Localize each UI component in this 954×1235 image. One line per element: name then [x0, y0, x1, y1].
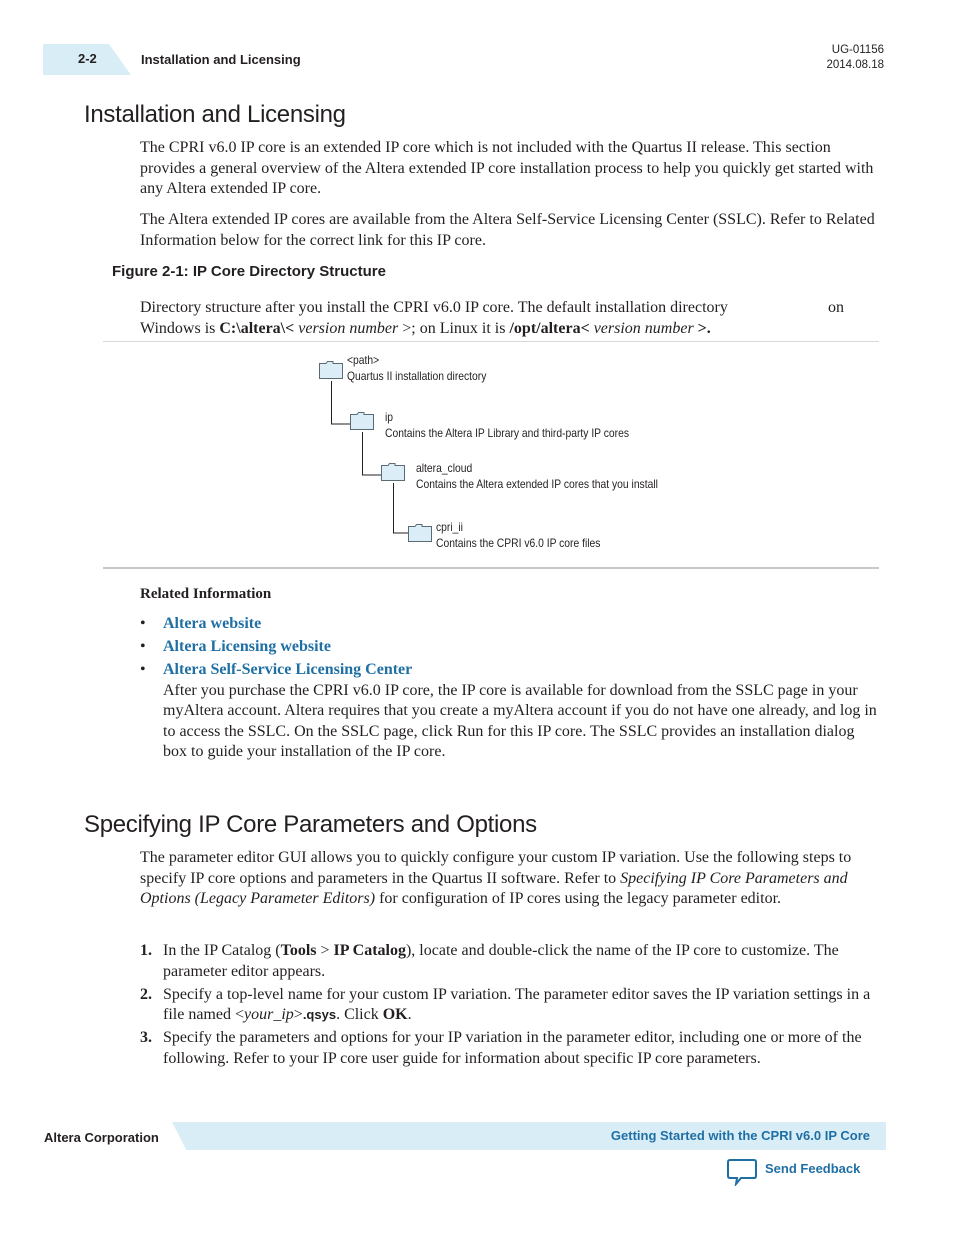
step-number: 1.: [140, 942, 152, 959]
folder-icon: [319, 361, 343, 379]
footer-doc-title-link[interactable]: Getting Started with the CPRI v6.0 IP Core: [610, 1128, 870, 1143]
step-text: Specify a top-level name for your custom IP variation. The parameter editor saves the IP variation settings in a file named <: [163, 985, 871, 1023]
fig-desc-text: >; on Linux it is: [402, 319, 510, 337]
dir-desc: Contains the Altera IP Library and third-party IP cores: [385, 426, 629, 440]
directory-tree-lines: [0, 0, 954, 600]
step-text: .: [407, 1006, 412, 1023]
paragraph: The Altera extended IP cores are available from the Altera Self-Service Licensing Center (SSLC). Refer to Related Information below for the correct link for this IP core.: [140, 211, 875, 249]
step-text: ), locate and double-click the name of the IP core to customize. The parameter editor appears.: [163, 942, 839, 980]
list-item: [140, 660, 880, 763]
paragraph: [140, 848, 875, 910]
linux-path: /opt/altera<: [509, 319, 590, 337]
dir-name: cpri_ii: [436, 520, 463, 534]
figure-caption: Figure 2-1: IP Core Directory Structure: [112, 263, 386, 280]
send-feedback-link[interactable]: Send Feedback: [765, 1161, 861, 1176]
dir-label-cpri-ii: [436, 519, 600, 551]
step-number: 3.: [140, 1029, 152, 1046]
section-heading-parameters: Specifying IP Core Parameters and Options: [84, 811, 537, 838]
doc-id: UG-01156: [831, 44, 884, 56]
dir-name: <path>: [347, 353, 380, 367]
folder-icon: [408, 524, 432, 542]
file-extension: .qsys: [302, 1007, 337, 1022]
dir-desc: Contains the Altera extended IP cores that you install: [416, 477, 658, 491]
step-text: . Click: [336, 1006, 383, 1023]
version-placeholder: version number: [294, 319, 403, 337]
fig-desc-text: >.: [697, 319, 711, 337]
related-info-heading: Related Information: [140, 586, 272, 602]
ui-term-ip-catalog: IP Catalog: [333, 942, 406, 959]
dir-name: altera_cloud: [416, 461, 473, 475]
folder-icon: [381, 463, 405, 481]
intro-text: The parameter editor GUI allows you to quickly configure your custom IP variation. Use the following steps to specify IP core options and parameters in the Quartus II software. Refer to: [140, 849, 852, 887]
fig-desc-text: Windows is: [140, 319, 220, 337]
fig-desc-text: Directory structure after you install the CPRI v6.0 IP core. The default installation directory: [140, 299, 728, 316]
doc-date: 2014.08.18: [826, 59, 884, 71]
windows-path: C:\altera\<: [219, 319, 295, 337]
dir-label-altera-cloud: [416, 460, 658, 492]
dir-name: ip: [385, 410, 394, 424]
list-item: [140, 614, 880, 635]
page-number: 2-2: [78, 51, 97, 66]
link-sslc[interactable]: Altera Self-Service Licensing Center: [163, 661, 413, 678]
step-text: >: [293, 1006, 303, 1023]
list-item: [140, 985, 875, 1026]
list-item: [140, 637, 880, 658]
step-text: >: [316, 942, 334, 959]
paragraph: The CPRI v6.0 IP core is an extended IP core which is not included with the Quartus II release. This section provides a general overview of the Altera extended IP core installation process to help you quickly get started with any Altera extended IP core.: [140, 139, 874, 197]
section-heading-installation: Installation and Licensing: [84, 101, 346, 128]
footer-company: Altera Corporation: [44, 1130, 159, 1145]
link-altera-licensing[interactable]: Altera Licensing website: [163, 638, 331, 655]
header-section-title: Installation and Licensing: [141, 52, 301, 67]
list-item: [140, 1028, 875, 1069]
dir-label-ip: [385, 409, 629, 441]
file-placeholder: your_ip: [244, 1006, 294, 1023]
list-item: [140, 941, 875, 982]
step-number: 2.: [140, 985, 152, 1003]
step-text: Specify the parameters and options for your IP variation in the parameter editor, including one or more of the following. Refer to your IP core user guide for information about specific IP core parameters.: [163, 1029, 862, 1067]
version-placeholder: version number: [589, 319, 698, 337]
figure-bottom-rule: [103, 567, 879, 569]
ui-term-tools: Tools: [280, 942, 317, 959]
dir-desc: Quartus II installation directory: [347, 369, 487, 383]
intro-reference: Specifying IP Core Parameters and Options (Legacy Parameter Editors): [140, 869, 848, 907]
dir-label-path: [347, 352, 486, 384]
link-altera-website[interactable]: Altera website: [163, 615, 262, 632]
dir-desc: Contains the CPRI v6.0 IP core files: [436, 536, 601, 550]
ui-term-ok: OK: [382, 1006, 408, 1023]
step-text: In the IP Catalog (: [163, 942, 281, 959]
intro-text: for configuration of IP cores using the legacy parameter editor.: [375, 890, 782, 907]
sslc-description: After you purchase the CPRI v6.0 IP core, the IP core is available for download from the SSLC page in your myAltera account. Altera requires that you create a myAltera account if you do not have one already, and log in to access the SSLC. On the SSLC page, click Run for this IP core. The SSLC provides an installation dialog box to guide your installation of the IP core.: [163, 681, 877, 760]
fig-desc-text: on: [828, 299, 844, 316]
steps-list: [140, 941, 875, 1072]
feedback-icon[interactable]: [727, 1158, 757, 1186]
folder-icon: [350, 412, 374, 430]
related-links-list: [140, 614, 880, 765]
